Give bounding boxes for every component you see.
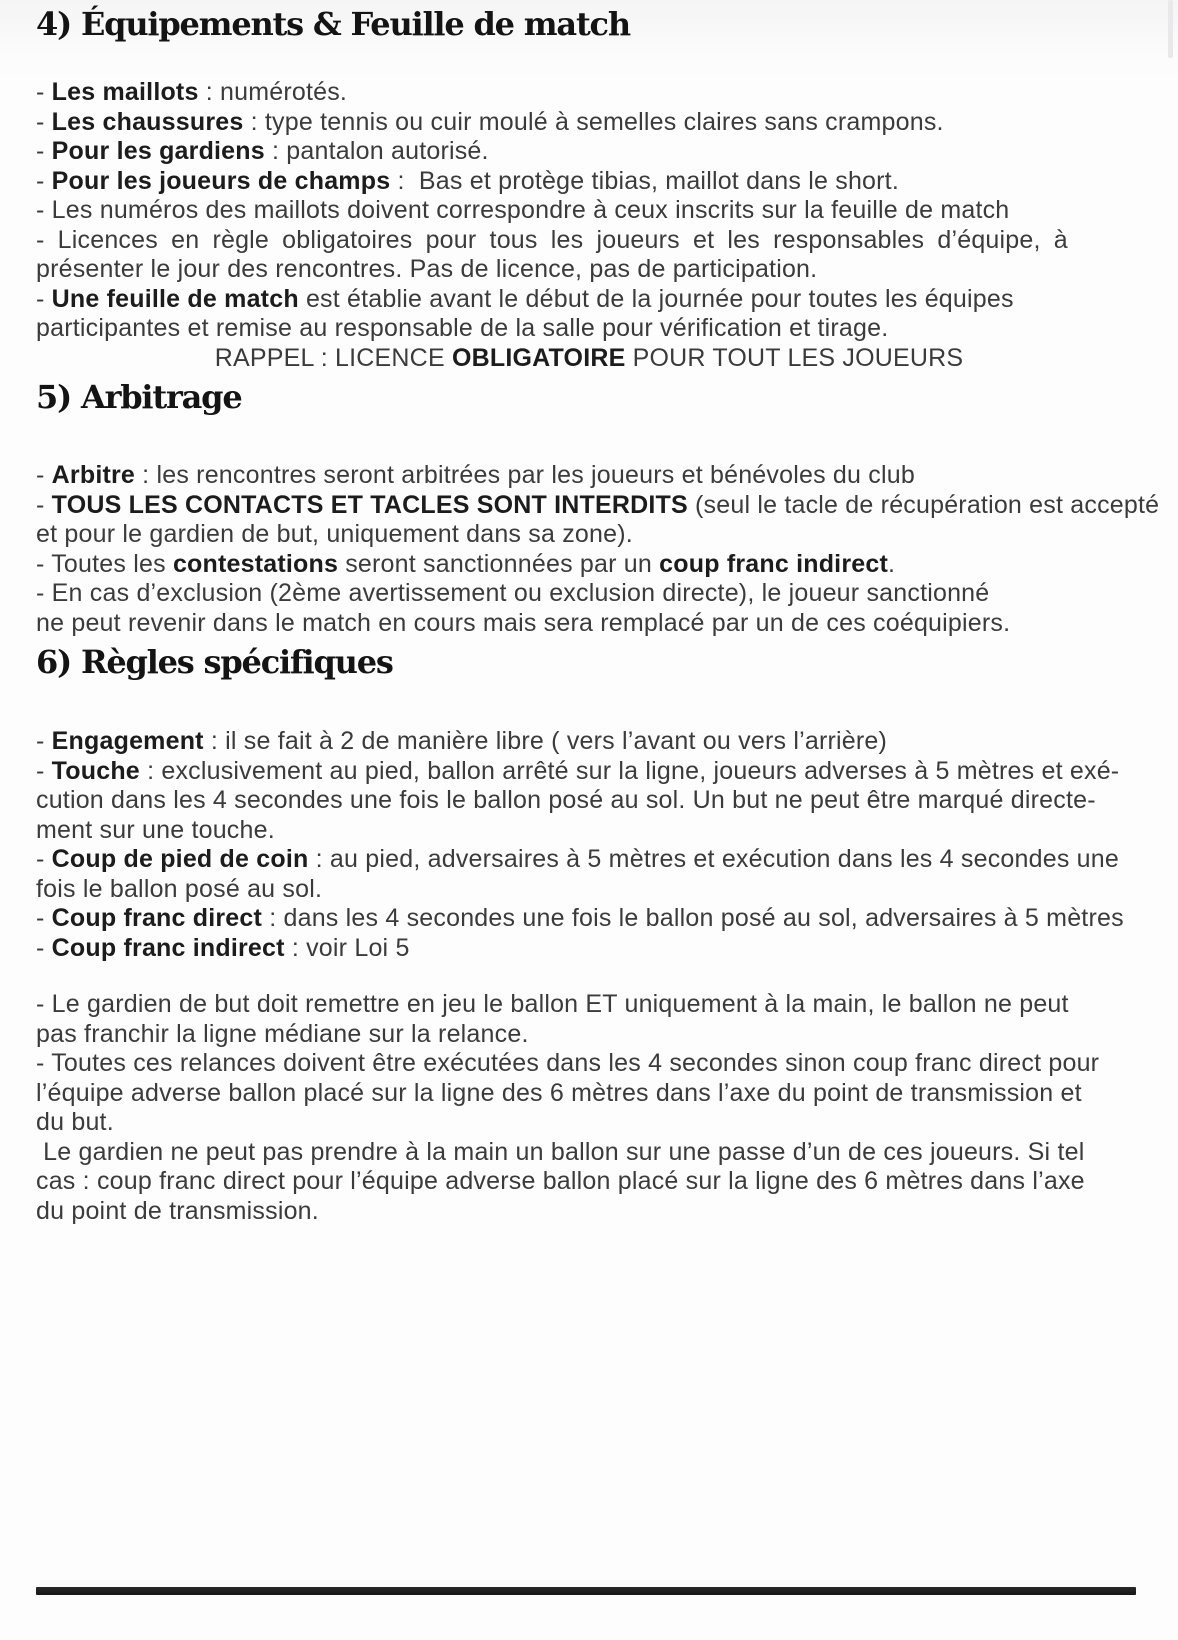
text-line xyxy=(36,1108,1142,1138)
text-line xyxy=(36,845,1142,875)
text-run: - xyxy=(36,137,52,165)
text-run: - En cas d’exclusion (2ème avertissement ou exclusion directe), le joueur sanctionné xyxy=(36,579,990,607)
text-run: : Bas et protège tibias, maillot dans le short. xyxy=(390,166,899,195)
text-line xyxy=(36,314,1142,344)
bold-text-run: Une feuille de match xyxy=(51,284,299,313)
text-line xyxy=(36,196,1142,226)
text-run: . xyxy=(888,549,896,578)
text-run: - xyxy=(36,78,52,106)
text-line xyxy=(36,1197,1142,1227)
section-heading: 4) Équipements & Feuille de match xyxy=(36,5,630,43)
bold-text-run: contestations xyxy=(172,549,339,578)
text-run: Le gardien ne peut pas prendre à la main un ballon sur une passe d’un de ces joueurs. Si tel xyxy=(36,1137,1085,1166)
bold-text-run: coup franc indirect xyxy=(659,549,888,578)
text-run: - Le gardien de but doit remettre en jeu le ballon ET uniquement à la main, le ballon ne peut xyxy=(36,990,1069,1018)
text-line xyxy=(36,137,1142,167)
text-run: cas : coup franc direct pour l’équipe adverse ballon placé sur la ligne des 6 mètres dans l’axe xyxy=(36,1167,1085,1195)
text-line xyxy=(36,78,1142,108)
paragraph xyxy=(36,727,1142,963)
text-run: pas franchir la ligne médiane sur la relance. xyxy=(36,1019,529,1048)
text-run: - xyxy=(36,284,52,313)
text-run: - xyxy=(36,107,52,136)
bold-text-run: Coup franc direct xyxy=(51,904,263,932)
text-run: du but. xyxy=(36,1108,114,1136)
section-heading: 5) Arbitrage xyxy=(36,378,242,416)
bold-text-run: Touche xyxy=(51,756,140,785)
text-run: seront sanctionnées par un xyxy=(338,549,660,578)
text-line xyxy=(36,490,1160,521)
text-line xyxy=(36,904,1142,934)
text-run: participantes et remise au responsable de la salle pour vérification et tirage. xyxy=(36,314,889,342)
text-line xyxy=(36,344,1142,374)
text-run: est établie avant le début de la journée pour toutes les équipes xyxy=(298,284,1014,313)
text-run: - xyxy=(36,756,52,785)
text-run: - Les numéros des maillots doivent correspondre à ceux inscrits sur la feuille de match xyxy=(36,196,1010,224)
text-line xyxy=(36,108,1142,138)
text-line xyxy=(36,255,1142,285)
text-run: - xyxy=(36,904,52,932)
bold-text-run: Arbitre xyxy=(51,461,136,489)
text-line xyxy=(36,1020,1142,1050)
text-line xyxy=(36,285,1142,315)
text-line xyxy=(36,167,1142,197)
text-run: cution dans les 4 secondes une fois le ballon posé au sol. Un but ne peut être marqué directe- xyxy=(36,786,1096,814)
text-line xyxy=(36,550,1142,580)
bold-text-run: Les chaussures xyxy=(51,107,244,136)
text-run: du point de transmission. xyxy=(36,1196,319,1225)
text-run: : au pied, adversaires à 5 mètres et exécution dans les 4 secondes une xyxy=(308,845,1119,873)
text-line xyxy=(36,1167,1142,1197)
text-run: et pour le gardien de but, uniquement dans sa zone). xyxy=(36,520,633,548)
text-line xyxy=(36,461,1142,491)
right-edge-scroll-remnant xyxy=(1168,0,1173,58)
bold-text-run: Pour les joueurs de champs xyxy=(51,166,391,195)
text-run: - xyxy=(36,490,52,519)
text-run: : dans les 4 secondes une fois le ballon posé au sol, adversaires à 5 mètres xyxy=(262,904,1124,932)
text-run: : pantalon autorisé. xyxy=(264,137,489,165)
bold-text-run: OBLIGATOIRE xyxy=(451,343,626,372)
text-run: - xyxy=(36,461,52,489)
text-line xyxy=(36,786,1142,816)
text-run: ment sur une touche. xyxy=(36,815,275,844)
text-run: : il se fait à 2 de manière libre ( vers l’avant ou vers l’arrière) xyxy=(203,727,888,755)
text-run: - xyxy=(36,845,52,873)
text-line xyxy=(36,226,1142,256)
bold-text-run: Les maillots xyxy=(51,78,199,106)
text-line xyxy=(36,934,1142,964)
text-run: - xyxy=(36,727,52,755)
text-line xyxy=(36,816,1142,846)
text-run: (seul le tacle de récupération est accepté xyxy=(687,490,1160,519)
text-run: l’équipe adverse ballon placé sur la ligne des 6 mètres dans l’axe du point de transmission et xyxy=(36,1078,1082,1107)
paragraph xyxy=(36,990,1142,1226)
footer-rule-divider xyxy=(36,1587,1136,1595)
text-run: ne peut revenir dans le match en cours mais sera remplacé par un de ces coéquipiers. xyxy=(36,608,1011,637)
text-line xyxy=(36,579,1142,609)
text-run: - Licences en règle obligatoires pour tous les joueurs et les responsables d’équipe, à xyxy=(36,225,1068,254)
text-run: - xyxy=(36,166,52,195)
text-run: présenter le jour des rencontres. Pas de licence, pas de participation. xyxy=(36,255,818,283)
bold-text-run: Coup de pied de coin xyxy=(51,845,309,873)
bold-text-run: Coup franc indirect xyxy=(51,933,285,962)
text-line xyxy=(36,1138,1142,1168)
paragraph xyxy=(36,461,1160,638)
text-line xyxy=(36,875,1142,905)
bold-text-run: Pour les gardiens xyxy=(51,137,265,165)
text-line xyxy=(36,1079,1142,1109)
paragraph xyxy=(36,78,1142,373)
text-line xyxy=(36,727,1142,757)
text-run: : exclusivement au pied, ballon arrêté sur la ligne, joueurs adverses à 5 mètres et exé- xyxy=(139,756,1120,785)
text-line xyxy=(36,609,1142,639)
text-line xyxy=(36,757,1142,787)
text-run: - xyxy=(36,933,52,962)
section-heading: 6) Règles spécifiques xyxy=(36,643,393,681)
text-run: fois le ballon posé au sol. xyxy=(36,874,323,903)
text-run: - Toutes les xyxy=(36,549,173,578)
text-run: : voir Loi 5 xyxy=(284,933,410,962)
text-line xyxy=(36,1049,1142,1079)
text-run: : type tennis ou cuir moulé à semelles claires sans crampons. xyxy=(243,107,944,136)
text-run: POUR TOUT LES JOUEURS xyxy=(625,343,964,372)
text-run: : numérotés. xyxy=(198,78,348,106)
text-run: - Toutes ces relances doivent être exécutées dans les 4 secondes sinon coup franc direct pour xyxy=(36,1049,1100,1077)
bold-text-run: Engagement xyxy=(51,727,204,755)
text-run: RAPPEL : LICENCE xyxy=(214,343,452,372)
text-run: : les rencontres seront arbitrées par les joueurs et bénévoles du club xyxy=(135,461,915,489)
text-line xyxy=(36,990,1142,1020)
text-line xyxy=(36,520,1142,550)
bold-text-run: TOUS LES CONTACTS ET TACLES SONT INTERDITS xyxy=(51,490,688,519)
